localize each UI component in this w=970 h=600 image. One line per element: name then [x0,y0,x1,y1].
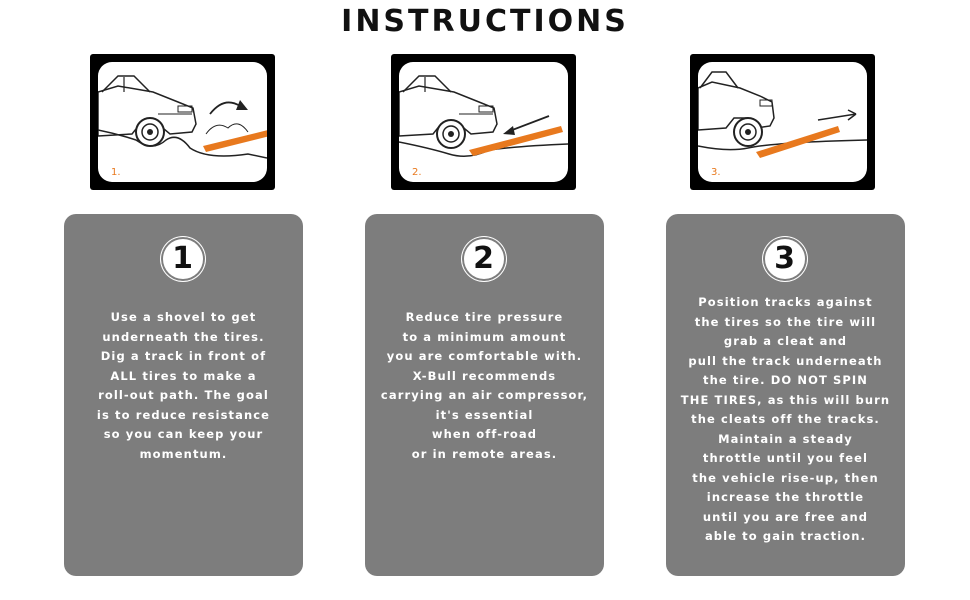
step-text-line: you are comfortable with. [386,349,583,363]
step-text-line: increase the throttle [706,490,865,504]
step-text-line: roll-out path. The goal [98,388,269,402]
illustration-step-label: 3. [711,167,721,178]
step-description [70,308,297,464]
step-text-line: so you can keep your [103,427,264,441]
step-text-line: ALL tires to make a [110,368,257,383]
step-text-line: to a minimum amount [402,329,567,344]
car-on-track-illustration [698,62,867,182]
step-text-line: the tires so the tire will [694,314,877,329]
instruction-card-3 [666,214,905,576]
step-text-line: Reduce tire pressure [405,310,564,324]
step-text-line: grab a cleat and [723,334,848,348]
step-text-line: able to gain traction. [704,529,867,543]
illustration-step-label: 2. [412,167,422,178]
step-text-line: the vehicle rise-up, then [692,470,879,485]
car-track-placement-illustration [399,62,568,182]
step-text-line: THE TIRES, as this will burn [680,392,891,407]
step-text-line: Maintain a steady [718,431,853,446]
step-description [371,308,598,464]
step-text-line: until you are free and [702,509,869,524]
step-text-line: the cleats off the tracks. [691,412,880,426]
step-text-line: momentum. [139,446,228,461]
step-text-line: X-Bull recommends [412,368,557,383]
step-number-badge: 3 [762,236,808,282]
step-text-line: the tire. DO NOT SPIN [702,373,869,387]
step-text-line: pull the track underneath [688,353,883,368]
step-text-line: or in remote areas. [411,446,558,461]
step-text-line: underneath the tires. [102,329,265,344]
illustration-panel-1 [90,54,275,190]
instruction-card-2 [365,214,604,576]
step-number-badge: 2 [461,236,507,282]
step-text-line: when off-road [431,427,538,441]
car-stuck-shovel-illustration [98,62,267,182]
step-text-line: throttle until you feel [702,451,869,465]
step-text-line: Use a shovel to get [110,310,257,324]
step-text-line: Dig a track in front of [100,349,267,363]
step-description [672,293,899,547]
instruction-card-1 [64,214,303,576]
illustration-step-label: 1. [111,167,121,178]
step-text-line: carrying an air compressor, [380,388,589,402]
illustration-panel-2 [391,54,576,190]
step-text-line: is to reduce resistance [96,407,271,422]
illustration-panel-3 [690,54,875,190]
page-title: INSTRUCTIONS [341,4,629,39]
step-text-line: Position tracks against [698,295,873,309]
step-text-line: it's essential [435,407,534,422]
step-number-badge: 1 [160,236,206,282]
